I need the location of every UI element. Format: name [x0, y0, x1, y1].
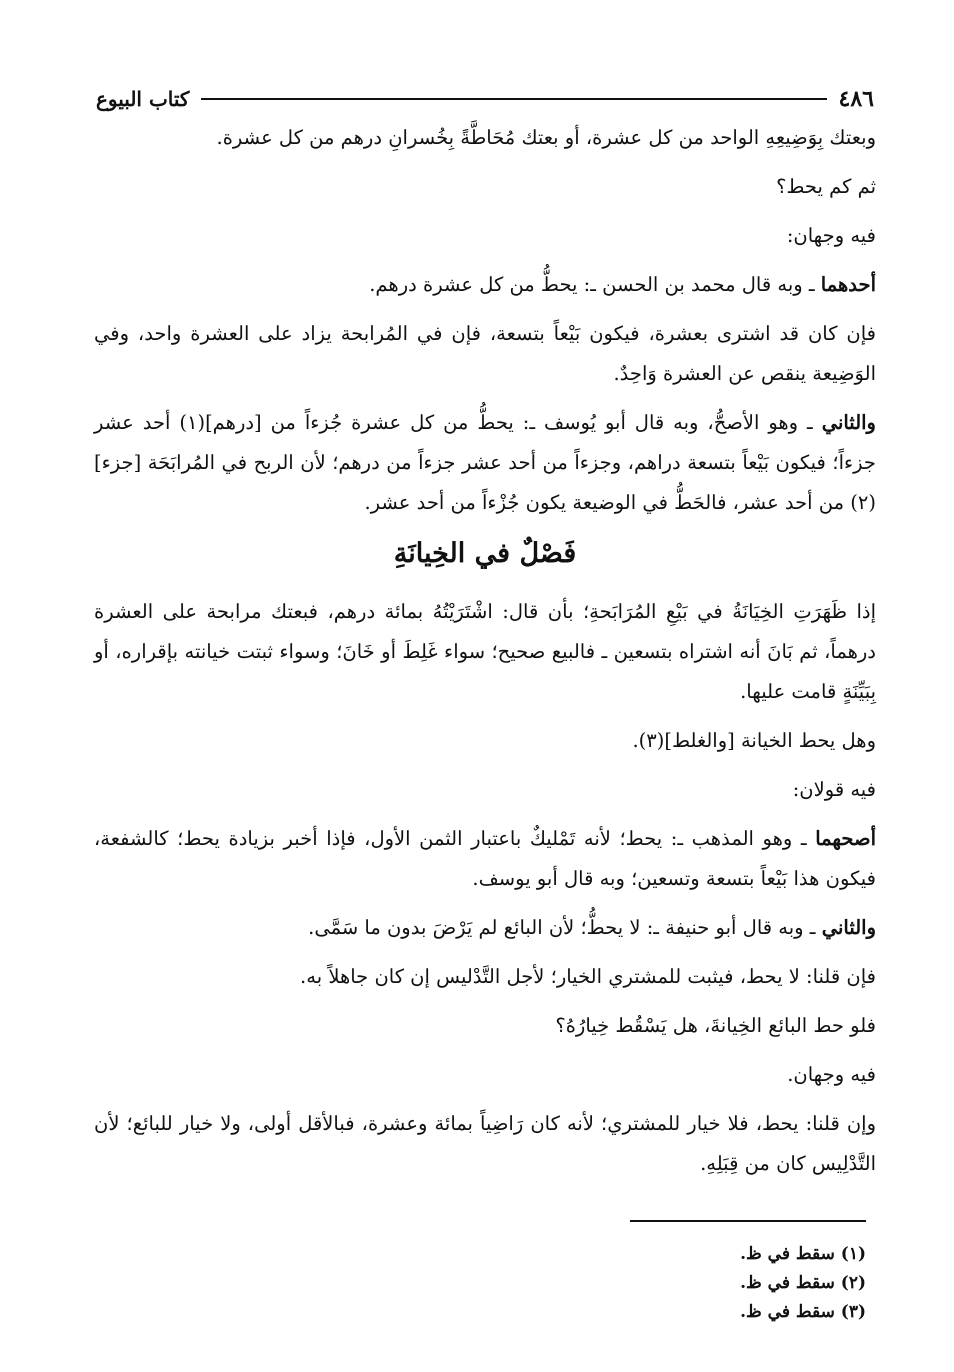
paragraph-text: ـ وهو المذهب ـ: يحط؛ لأنه تَمْليكٌ باعتبار الثمن الأول، فإذا أخبر بزيادة يحط؛ كالشفعة، فيكون هذا بَيْعاً بتسعة وتسعين؛ وبه قال أبو يوسف.: [94, 827, 876, 890]
header-rule: [201, 98, 826, 100]
paragraph: [94, 216, 876, 256]
paragraph-text: فلو حط البائع الخِيانةَ، هل يَسْقُط خِيارُهُ؟: [555, 1014, 876, 1037]
paragraph: [94, 770, 876, 810]
paragraph-text: فيه قولان:: [792, 778, 876, 801]
paragraph-text: ـ وبه قال أبو حنيفة ـ: لا يحطُّ؛ لأن البائع لم يَرْضَ بدون ما سَمَّى.: [308, 916, 822, 939]
footnote-rule: [630, 1220, 866, 1222]
footnote: (٣) سقط في ظ.: [740, 1302, 866, 1322]
paragraph-text: وإن قلنا: يحط، فلا خيار للمشتري؛ لأنه كان رَاضِياً بمائة وعشرة، فبالأقل أولى، ولا خيار للبائع؛ لأن التَّدْلِيس كان من قِبَلِهِ.: [94, 1112, 876, 1175]
paragraph-text: فيه وجهان.: [787, 1063, 876, 1086]
paragraph-text: فإن كان قد اشترى بعشرة، فيكون بَيْعاً بتسعة، فإن في المُرابحة يزاد على العشرة واحد، وفي الوَضِيعة ينقص عن العشرة وَاحِدٌ.: [94, 322, 876, 385]
paragraph: [94, 314, 876, 394]
paragraph: [94, 819, 876, 899]
paragraph-text: إذا ظَهَرَتِ الخِيَانَةُ في بَيْعِ المُرَابَحةِ؛ بأن قال: اشْتَرَيْتُهُ بمائة درهم، فبعتك مرابحة على العشرة درهماً، ثم بَانَ أنه اشتراه بتسعين ـ فالبيع صحيح؛ سواء غَلِطَ أو خَانَ؛ وسواء ثبتت خيانته بإقراره، أو بِبَيِّنَةٍ قامت عليها.: [94, 600, 876, 703]
section-title: فَصْلٌ في الخِيانَةِ: [393, 538, 577, 569]
book-title: كتاب البيوع: [96, 87, 190, 111]
paragraph-lead: والثاني: [821, 916, 876, 939]
paragraph-text: ـ وهو الأصحُّ، وبه قال أبو يُوسف ـ: يحطُّ من كل عشرة جُزءاً من [درهم](١) أحد عشر جزءاً؛ فيكون بَيْعاً بتسعة دراهم، وجزءاً من أحد عشر جزءاً من درهم؛ لأن الربح في المُرابَحَة [جزء](٢) من أحد عشر، فالحَطُّ في الوضيعة يكون جُزْءاً من أحد عشر.: [94, 411, 876, 514]
paragraph-text: ـ وبه قال محمد بن الحسن ـ: يحطُّ من كل عشرة درهم.: [369, 273, 821, 296]
paragraph-lead: والثاني: [821, 411, 876, 434]
paragraph: [94, 721, 876, 761]
paragraph: [94, 957, 876, 997]
paragraph: [94, 1104, 876, 1184]
paragraph-lead: أحدهما: [820, 273, 876, 296]
page-number: ٤٨٦: [838, 86, 874, 112]
paragraph-text: فيه وجهان:: [786, 224, 876, 247]
paragraph-text: وبعتك بِوَضِيعِهِ الواحد من كل عشرة، أو بعتك مُحَاطَّةً بِخُسرانِ درهم من كل عشرة.: [216, 126, 876, 149]
paragraph-text: وهل يحط الخيانة [والغلط](٣).: [632, 729, 876, 752]
paragraph: [94, 1055, 876, 1095]
paragraph: [94, 592, 876, 712]
paragraph: [94, 908, 876, 948]
footnote: (٢) سقط في ظ.: [740, 1273, 866, 1293]
paragraph-text: ثم كم يحط؟: [776, 175, 876, 198]
paragraph: [94, 403, 876, 523]
footnote: (١) سقط في ظ.: [740, 1244, 866, 1264]
paragraph: [94, 167, 876, 207]
paragraph: [94, 1006, 876, 1046]
page-header: [96, 82, 874, 116]
paragraph-lead: أصحهما: [815, 827, 876, 850]
paragraph: [94, 118, 876, 158]
main-text: [94, 118, 876, 1193]
footnotes: [466, 1240, 866, 1327]
paragraph: [94, 265, 876, 305]
paragraph-text: فإن قلنا: لا يحط، فيثبت للمشتري الخيار؛ لأجل التَّدْليس إن كان جاهلاً به.: [300, 965, 876, 988]
